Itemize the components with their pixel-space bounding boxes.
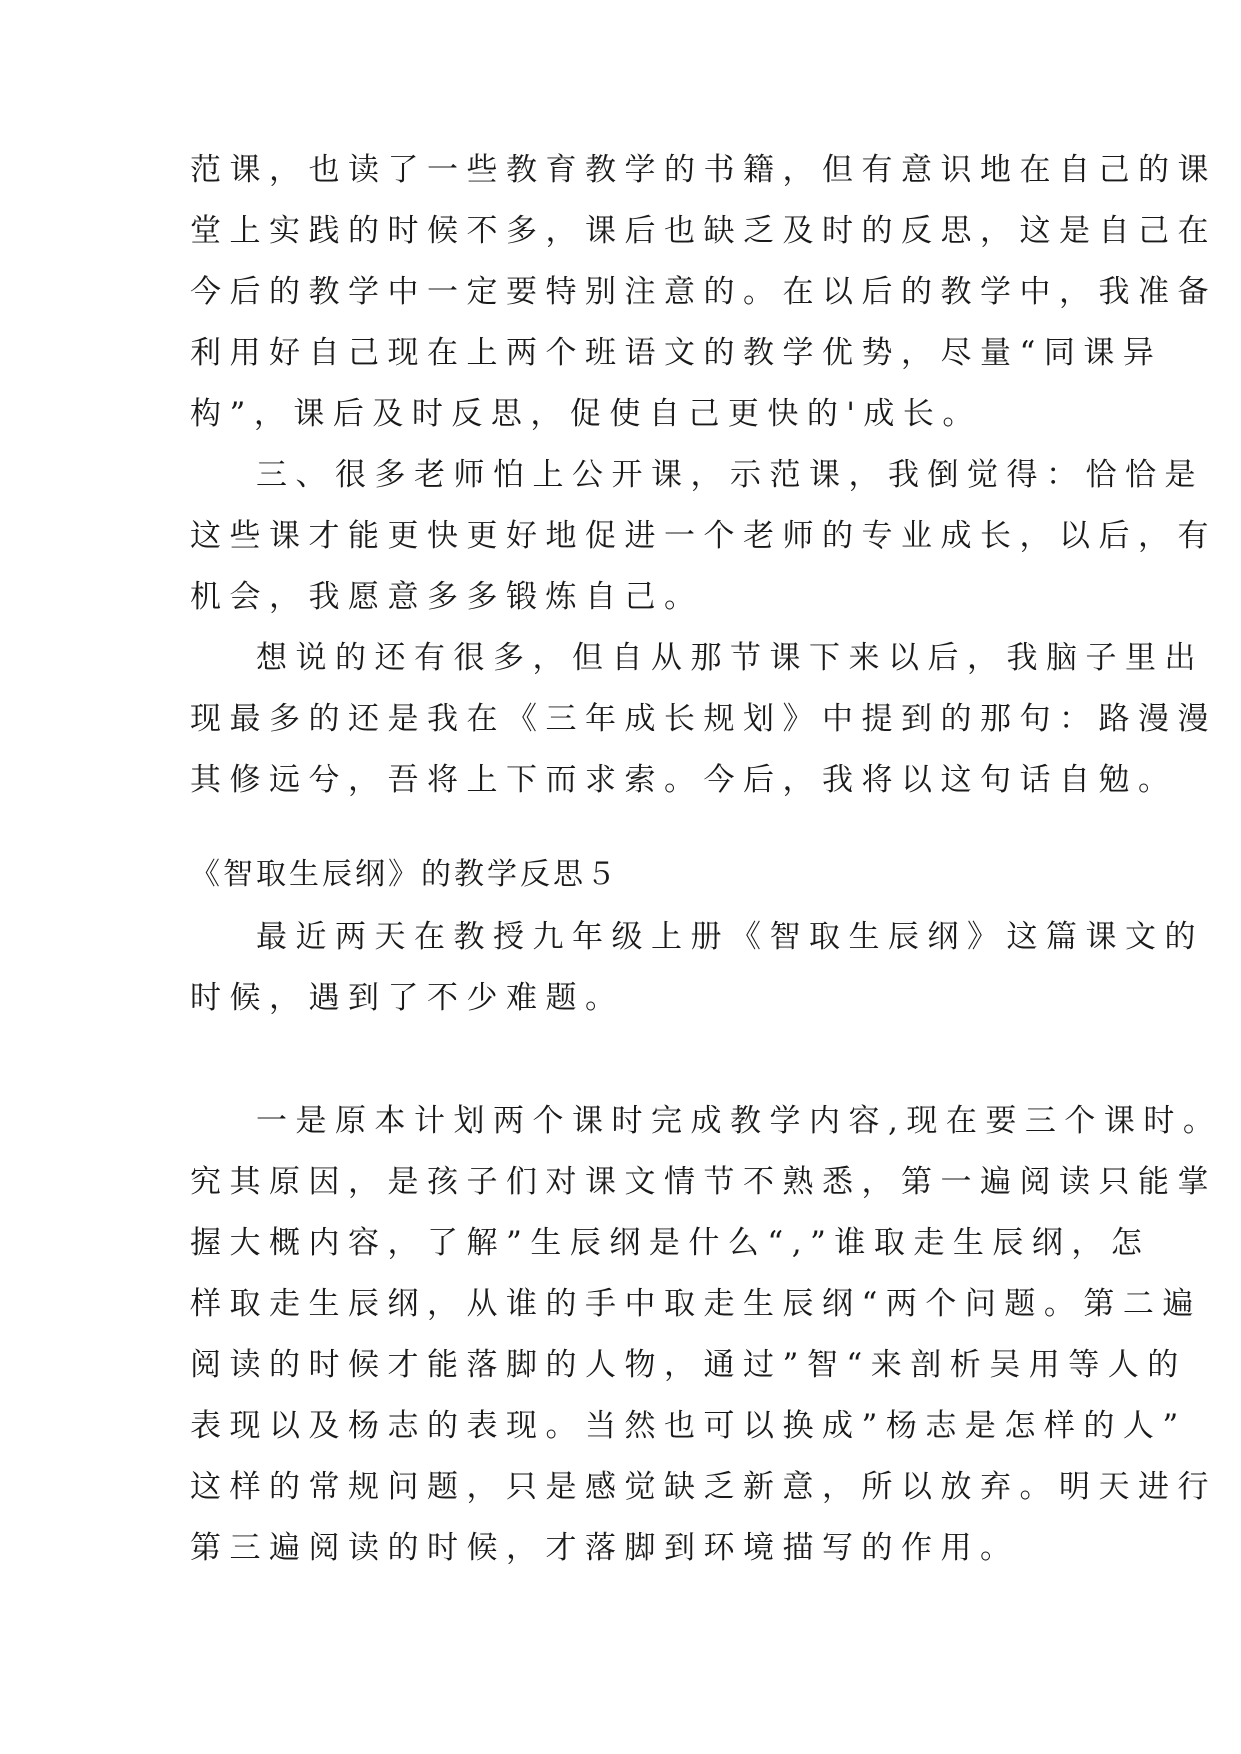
text-line: 这样的常规问题，只是感觉缺乏新意，所以放弃。明天进行 <box>190 1469 1217 1505</box>
text-line: 一是原本计划两个课时完成教学内容,现在要三个课时。 <box>256 1103 1223 1139</box>
text-line: 第三遍阅读的时候，才落脚到环境描写的作用。 <box>190 1530 1020 1566</box>
text-line: 握大概内容，了解”生辰纲是什么“,”谁取走生辰纲，怎 <box>190 1225 1151 1261</box>
text-line: 范课，也读了一些教育教学的书籍，但有意识地在自己的课 <box>190 152 1217 188</box>
text-line: 样取走生辰纲，从谁的手中取走生辰纲“两个问题。第二遍 <box>190 1286 1202 1322</box>
text-line: 这些课才能更快更好地促进一个老师的专业成长，以后，有 <box>190 518 1217 554</box>
text-line: 堂上实践的时候不多，课后也缺乏及时的反思，这是自己在 <box>190 213 1217 249</box>
text-line: 想说的还有很多，但自从那节课下来以后，我脑子里出 <box>256 640 1204 676</box>
text-line: 最近两天在教授九年级上册《智取生辰纲》这篇课文的 <box>256 919 1204 955</box>
section-title: 《智取生辰纲》的教学反思５ <box>190 857 619 892</box>
text-line: 其修远兮，吾将上下而求索。今后，我将以这句话自勉。 <box>190 762 1178 798</box>
text-line: 机会，我愿意多多锻炼自己。 <box>190 579 704 615</box>
text-line: 究其原因，是孩子们对课文情节不熟悉，第一遍阅读只能掌 <box>190 1164 1217 1200</box>
text-line: 时候，遇到了不少难题。 <box>190 980 625 1016</box>
text-line: 构”，课后及时反思，促使自己更快的'成长。 <box>190 396 982 432</box>
text-line: 现最多的还是我在《三年成长规划》中提到的那句：路漫漫 <box>190 701 1217 737</box>
text-line: 今后的教学中一定要特别注意的。在以后的教学中，我准备 <box>190 274 1217 310</box>
text-line: 利用好自己现在上两个班语文的教学优势，尽量“同课异 <box>190 335 1163 371</box>
text-line: 阅读的时候才能落脚的人物，通过”智“来剖析吴用等人的 <box>190 1347 1187 1383</box>
text-line: 表现以及杨志的表现。当然也可以换成”杨志是怎样的人” <box>190 1408 1187 1444</box>
text-line: 三、很多老师怕上公开课，示范课，我倒觉得：恰恰是 <box>256 457 1204 493</box>
